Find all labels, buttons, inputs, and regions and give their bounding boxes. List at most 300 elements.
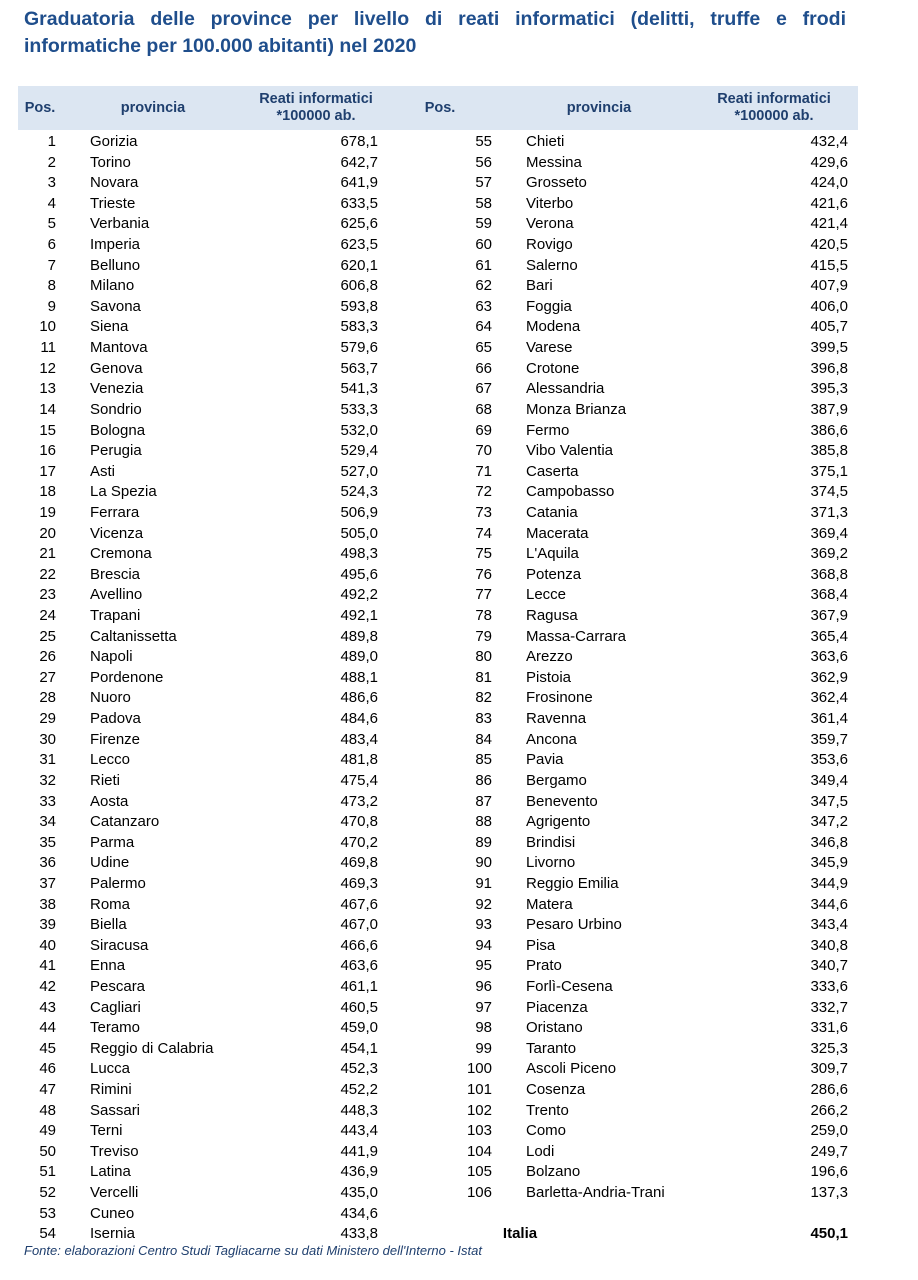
province-right: Fermo [526,421,570,439]
value-left: 489,8 [340,627,378,645]
rank-right: 59 [475,215,492,233]
table-row [0,297,918,318]
rank-left: 45 [39,1039,56,1057]
province-right: Campobasso [526,483,615,501]
province-left: Sondrio [90,400,142,418]
value-right: 353,6 [810,751,848,769]
province-left: Pescara [90,977,146,995]
rank-left: 5 [47,215,56,233]
document-title: Graduatoria delle province per livello di reati informatici (delitti, truffe e frodi informatiche per 100.000 abitanti) nel 2020 [24,8,846,57]
table-row [0,503,918,524]
rank-right: 58 [475,194,492,212]
province-left: Gorizia [90,133,138,150]
value-left: 443,4 [340,1122,378,1140]
rank-left: 50 [39,1142,56,1160]
province-right: Macerata [526,524,589,542]
province-left: Cremona [90,545,152,563]
value-left: 452,2 [340,1081,378,1099]
rank-left: 30 [39,730,56,748]
rank-left: 48 [39,1101,56,1119]
value-left: 473,2 [340,792,378,810]
province-left: Isernia [90,1225,136,1243]
province-right: Brindisi [526,833,576,851]
rank-left: 20 [39,524,56,542]
table-row [0,317,918,338]
province-left: Cuneo [90,1204,135,1222]
value-right: 432,4 [810,133,848,150]
rank-left: 23 [39,586,56,604]
value-left: 623,5 [340,236,378,254]
table-row [0,524,918,545]
value-left: 524,3 [340,483,378,501]
rank-right: 82 [475,689,492,707]
header-reati-left-line2: *100000 ab. [276,108,356,124]
table-row [0,1018,918,1039]
table-row [0,214,918,235]
rank-right: 105 [466,1163,492,1181]
rank-right: 103 [466,1122,492,1140]
province-left: Brescia [90,565,141,583]
province-right: Como [526,1122,567,1140]
value-right: 421,4 [810,215,848,233]
province-left: Siena [90,318,129,336]
value-left: 606,8 [340,277,378,295]
table-row [0,1059,918,1080]
table-row [0,173,918,194]
rank-left: 11 [40,339,56,357]
rank-right: 72 [475,483,492,501]
province-right: Forlì-Cesena [526,977,613,995]
rank-right: 84 [475,730,492,748]
rank-right: 60 [475,236,492,254]
table-row [0,606,918,627]
total-value: 450,1 [810,1225,848,1243]
value-left: 492,2 [340,586,378,604]
value-left: 620,1 [340,256,378,274]
rank-right: 69 [475,421,492,439]
table-row [0,1162,918,1183]
province-left: Venezia [90,380,144,398]
table-row [0,544,918,565]
rank-left: 2 [47,153,56,171]
table-row [0,462,918,483]
value-right: 266,2 [810,1101,848,1119]
province-right: Benevento [526,792,598,810]
rank-left: 16 [39,442,56,460]
value-left: 436,9 [340,1163,378,1181]
value-left: 475,4 [340,771,378,789]
rank-right: 99 [475,1039,492,1057]
value-left: 459,0 [340,1019,378,1037]
value-left: 489,0 [340,648,378,666]
table-row [0,1142,918,1163]
value-right: 368,4 [810,586,848,604]
rank-left: 21 [39,545,56,563]
province-left: Perugia [90,442,142,460]
rank-right: 93 [475,916,492,934]
rank-left: 15 [39,421,56,439]
value-left: 532,0 [340,421,378,439]
province-right: Ravenna [526,710,587,728]
province-right: Cosenza [526,1081,586,1099]
value-right: 386,6 [810,421,848,439]
rank-right: 91 [475,874,492,892]
rank-right: 97 [475,998,492,1016]
value-left: 484,6 [340,710,378,728]
rank-right: 74 [475,524,492,542]
province-left: Ferrara [90,503,140,521]
rank-left: 38 [39,895,56,913]
header-pos-right: Pos. [424,100,456,116]
province-right: Alessandria [526,380,605,398]
value-right: 249,7 [810,1142,848,1160]
value-left: 641,9 [340,174,378,192]
rank-left: 35 [39,833,56,851]
header-reati-left [246,91,386,125]
table-row [0,915,918,936]
value-right: 340,8 [810,936,848,954]
header-reati-left-line1: Reati informatici [259,91,373,107]
table-row [0,421,918,442]
table-row [0,441,918,462]
province-left: Imperia [90,236,141,254]
province-left: Teramo [90,1019,141,1037]
rank-left: 40 [39,936,56,954]
value-left: 505,0 [340,524,378,542]
value-left: 461,1 [340,977,378,995]
rank-left: 37 [39,874,56,892]
rank-left: 31 [39,751,56,769]
province-right: Salerno [526,256,578,274]
header-reati-right-line2: *100000 ab. [734,108,814,124]
province-left: Siracusa [90,936,149,954]
value-left: 541,3 [340,380,378,398]
table-row [0,853,918,874]
rank-left: 27 [39,668,56,686]
rank-right: 78 [475,607,492,625]
province-left: Asti [90,462,116,480]
province-left: Torino [90,153,131,171]
value-right: 371,3 [810,503,848,521]
table-row [0,688,918,709]
province-right: Oristano [526,1019,583,1037]
rank-left: 26 [39,648,56,666]
province-right: Varese [526,339,573,357]
rank-left: 9 [47,297,56,315]
rank-left: 29 [39,710,56,728]
value-left: 460,5 [340,998,378,1016]
rank-left: 1 [47,133,56,150]
province-left: Catanzaro [90,813,160,831]
province-right: Foggia [526,297,572,315]
table-row [0,1101,918,1122]
value-right: 385,8 [810,442,848,460]
province-left: Udine [90,854,130,872]
province-left: La Spezia [90,483,157,501]
table-row [0,338,918,359]
value-left: 678,1 [340,133,378,150]
value-right: 349,4 [810,771,848,789]
value-left: 466,6 [340,936,378,954]
province-right: Prato [526,957,562,975]
province-right: Lecce [526,586,567,604]
rank-right: 66 [475,359,492,377]
province-right: Viterbo [526,194,574,212]
province-right: Matera [526,895,573,913]
province-right: Ancona [526,730,577,748]
table-row [0,565,918,586]
value-left: 633,5 [340,194,378,212]
value-left: 495,6 [340,565,378,583]
value-right: 369,4 [810,524,848,542]
rank-left: 24 [39,607,56,625]
value-right: 399,5 [810,339,848,357]
table-row [0,1080,918,1101]
province-left: Rimini [90,1081,132,1099]
table-row [0,400,918,421]
rank-right: 80 [475,648,492,666]
value-left: 448,3 [340,1101,378,1119]
province-right: Lodi [526,1142,555,1160]
header-reati-right-line1: Reati informatici [717,91,831,107]
value-right: 340,7 [810,957,848,975]
value-left: 469,3 [340,874,378,892]
value-right: 333,6 [810,977,848,995]
value-left: 563,7 [340,359,378,377]
rank-right: 77 [475,586,492,604]
province-left: Milano [90,277,135,295]
value-left: 593,8 [340,297,378,315]
table-row [0,379,918,400]
rank-right: 102 [466,1101,492,1119]
value-right: 309,7 [810,1060,848,1078]
value-left: 579,6 [340,339,378,357]
province-right: Agrigento [526,813,591,831]
province-right: Ragusa [526,607,578,625]
rank-left: 36 [39,854,56,872]
table-row [0,1224,918,1245]
rank-right: 86 [475,771,492,789]
rank-left: 13 [39,380,56,398]
table-row [0,359,918,380]
province-right: Taranto [526,1039,577,1057]
value-right: 331,6 [810,1019,848,1037]
province-left: Aosta [90,792,129,810]
rank-left: 43 [39,998,56,1016]
rank-right: 64 [475,318,492,336]
value-left: 583,3 [340,318,378,336]
value-left: 488,1 [340,668,378,686]
table-row [0,874,918,895]
rank-left: 49 [39,1122,56,1140]
rank-right: 63 [475,297,492,315]
value-right: 406,0 [810,297,848,315]
table-row [0,482,918,503]
province-left: Sassari [90,1101,141,1119]
value-right: 369,2 [810,545,848,563]
value-right: 362,9 [810,668,848,686]
rank-left: 14 [39,400,56,418]
province-left: Cagliari [90,998,141,1016]
rank-right: 95 [475,957,492,975]
province-right: Pisa [526,936,556,954]
rank-right: 70 [475,442,492,460]
rank-right: 62 [475,277,492,295]
province-left: Vicenza [90,524,144,542]
table-row [0,585,918,606]
ranking-table-body [0,132,918,1245]
rank-right: 96 [475,977,492,995]
value-right: 362,4 [810,689,848,707]
value-right: 343,4 [810,916,848,934]
rank-left: 8 [47,277,56,295]
value-right: 415,5 [810,256,848,274]
table-row [0,812,918,833]
rank-right: 85 [475,751,492,769]
header-provincia-right: provincia [566,100,632,116]
province-left: Biella [90,916,127,934]
table-row [0,895,918,916]
value-left: 469,8 [340,854,378,872]
table-row [0,730,918,751]
table-row [0,256,918,277]
province-right: Bolzano [526,1163,581,1181]
value-left: 452,3 [340,1060,378,1078]
value-right: 368,8 [810,565,848,583]
province-left: Terni [90,1122,123,1140]
rank-left: 46 [39,1060,56,1078]
table-row [0,647,918,668]
rank-left: 4 [47,194,56,212]
province-right: Barletta-Andria-Trani [526,1184,665,1202]
value-right: 367,9 [810,607,848,625]
province-right: Piacenza [526,998,588,1016]
value-left: 433,8 [340,1225,378,1243]
rank-right: 94 [475,936,492,954]
value-right: 429,6 [810,153,848,171]
rank-right: 98 [475,1019,492,1037]
table-row [0,153,918,174]
table-row [0,709,918,730]
rank-left: 7 [47,256,56,274]
table-row [0,668,918,689]
table-row [0,792,918,813]
value-left: 470,2 [340,833,378,851]
value-right: 137,3 [810,1184,848,1202]
rank-right: 61 [475,256,492,274]
rank-left: 47 [39,1081,56,1099]
province-left: Firenze [90,730,141,748]
value-left: 498,3 [340,545,378,563]
province-right: Potenza [526,565,582,583]
value-left: 467,0 [340,916,378,934]
value-left: 435,0 [340,1184,378,1202]
table-row [0,132,918,153]
province-right: Arezzo [526,648,573,666]
rank-right: 71 [475,462,492,480]
province-left: Bologna [90,421,146,439]
province-left: Enna [90,957,126,975]
rank-left: 17 [39,462,56,480]
table-row [0,276,918,297]
rank-right: 81 [475,668,492,686]
rank-right: 55 [475,133,492,150]
rank-left: 6 [47,236,56,254]
province-right: Ascoli Piceno [526,1060,617,1078]
value-right: 365,4 [810,627,848,645]
value-left: 533,3 [340,400,378,418]
rank-right: 92 [475,895,492,913]
rank-left: 41 [39,957,56,975]
value-right: 375,1 [810,462,848,480]
header-reati-right [704,91,844,125]
province-right: Bari [526,277,553,295]
value-right: 387,9 [810,400,848,418]
province-right: Rovigo [526,236,573,254]
value-right: 359,7 [810,730,848,748]
value-left: 529,4 [340,442,378,460]
value-left: 470,8 [340,813,378,831]
value-left: 486,6 [340,689,378,707]
province-right: L'Aquila [526,545,579,563]
value-right: 347,5 [810,792,848,810]
value-left: 454,1 [340,1039,378,1057]
value-left: 481,8 [340,751,378,769]
rank-left: 33 [39,792,56,810]
province-right: Livorno [526,854,576,872]
rank-left: 25 [39,627,56,645]
province-left: Napoli [90,648,133,666]
province-right: Caserta [526,462,579,480]
table-row [0,1183,918,1204]
table-row [0,235,918,256]
rank-right: 67 [475,380,492,398]
value-left: 642,7 [340,153,378,171]
province-left: Palermo [90,874,146,892]
rank-right: 101 [466,1081,492,1099]
value-left: 625,6 [340,215,378,233]
table-row [0,998,918,1019]
value-right: 374,5 [810,483,848,501]
rank-right: 75 [475,545,492,563]
rank-right: 73 [475,503,492,521]
value-left: 441,9 [340,1142,378,1160]
rank-right: 68 [475,400,492,418]
rank-left: 44 [39,1019,56,1037]
value-right: 344,9 [810,874,848,892]
rank-right: 87 [475,792,492,810]
rank-left: 10 [39,318,56,336]
value-right: 347,2 [810,813,848,831]
province-left: Treviso [90,1142,139,1160]
rank-right: 57 [475,174,492,192]
province-left: Belluno [90,256,141,274]
province-right: Reggio Emilia [526,874,619,892]
table-row [0,750,918,771]
rank-left: 53 [39,1204,56,1222]
table-row [0,977,918,998]
rank-left: 32 [39,771,56,789]
value-left: 492,1 [340,607,378,625]
province-left: Verbania [90,215,150,233]
value-right: 344,6 [810,895,848,913]
province-left: Novara [90,174,139,192]
value-right: 421,6 [810,194,848,212]
value-right: 361,4 [810,710,848,728]
table-row [0,627,918,648]
rank-left: 34 [39,813,56,831]
value-right: 196,6 [810,1163,848,1181]
